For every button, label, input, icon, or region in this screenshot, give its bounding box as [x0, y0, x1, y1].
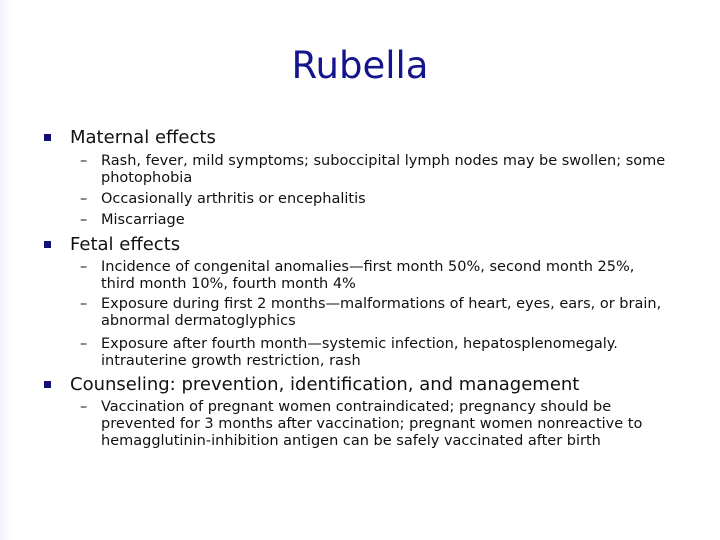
square-bullet-icon: [44, 381, 51, 388]
section-heading: Maternal effects: [70, 127, 216, 148]
sub-bullet: [80, 399, 670, 450]
dash-bullet-icon: –: [80, 212, 88, 228]
sub-bullet: [80, 153, 670, 187]
square-bullet-icon: [44, 134, 51, 141]
dash-bullet-icon: –: [80, 296, 88, 312]
sub-bullet: [80, 336, 670, 370]
sub-bullet: [80, 212, 670, 229]
sub-bullet-text: Rash, fever, mild symptoms; suboccipital lymph nodes may be swollen; some photophobia: [101, 153, 666, 186]
dash-bullet-icon: –: [80, 153, 88, 169]
slide-title: Rubella: [291, 44, 429, 87]
dash-bullet-icon: –: [80, 191, 88, 207]
square-bullet-icon: [44, 241, 51, 248]
sub-bullet-text: Incidence of congenital anomalies—first month 50%, second month 25%, third month 10%, fourth month 4%: [101, 259, 635, 292]
sub-bullet: [80, 191, 670, 208]
sub-bullet-text: Occasionally arthritis or encephalitis: [101, 191, 366, 207]
sub-bullet-text: Exposure during first 2 months—malformations of heart, eyes, ears, or brain, abnormal dermatoglyphics: [101, 296, 662, 329]
section-heading: Counseling: prevention, identification, and management: [70, 374, 580, 395]
sub-bullet-text: Vaccination of pregnant women contraindicated; pregnancy should be prevented for 3 months after vaccination; pregnant women nonreactive to hemagglutinin-inhibition antigen can be safely vaccinated after birth: [101, 399, 643, 449]
dash-bullet-icon: –: [80, 399, 88, 415]
sub-bullet: [80, 296, 670, 330]
dash-bullet-icon: –: [80, 259, 88, 275]
sub-bullet-text: Exposure after fourth month—systemic infection, hepatosplenomegaly. intrauterine growth restriction, rash: [101, 336, 618, 369]
section-heading: Fetal effects: [70, 234, 181, 255]
dash-bullet-icon: –: [80, 336, 88, 352]
sub-bullet: [80, 259, 670, 293]
sub-bullet-text: Miscarriage: [101, 212, 185, 228]
